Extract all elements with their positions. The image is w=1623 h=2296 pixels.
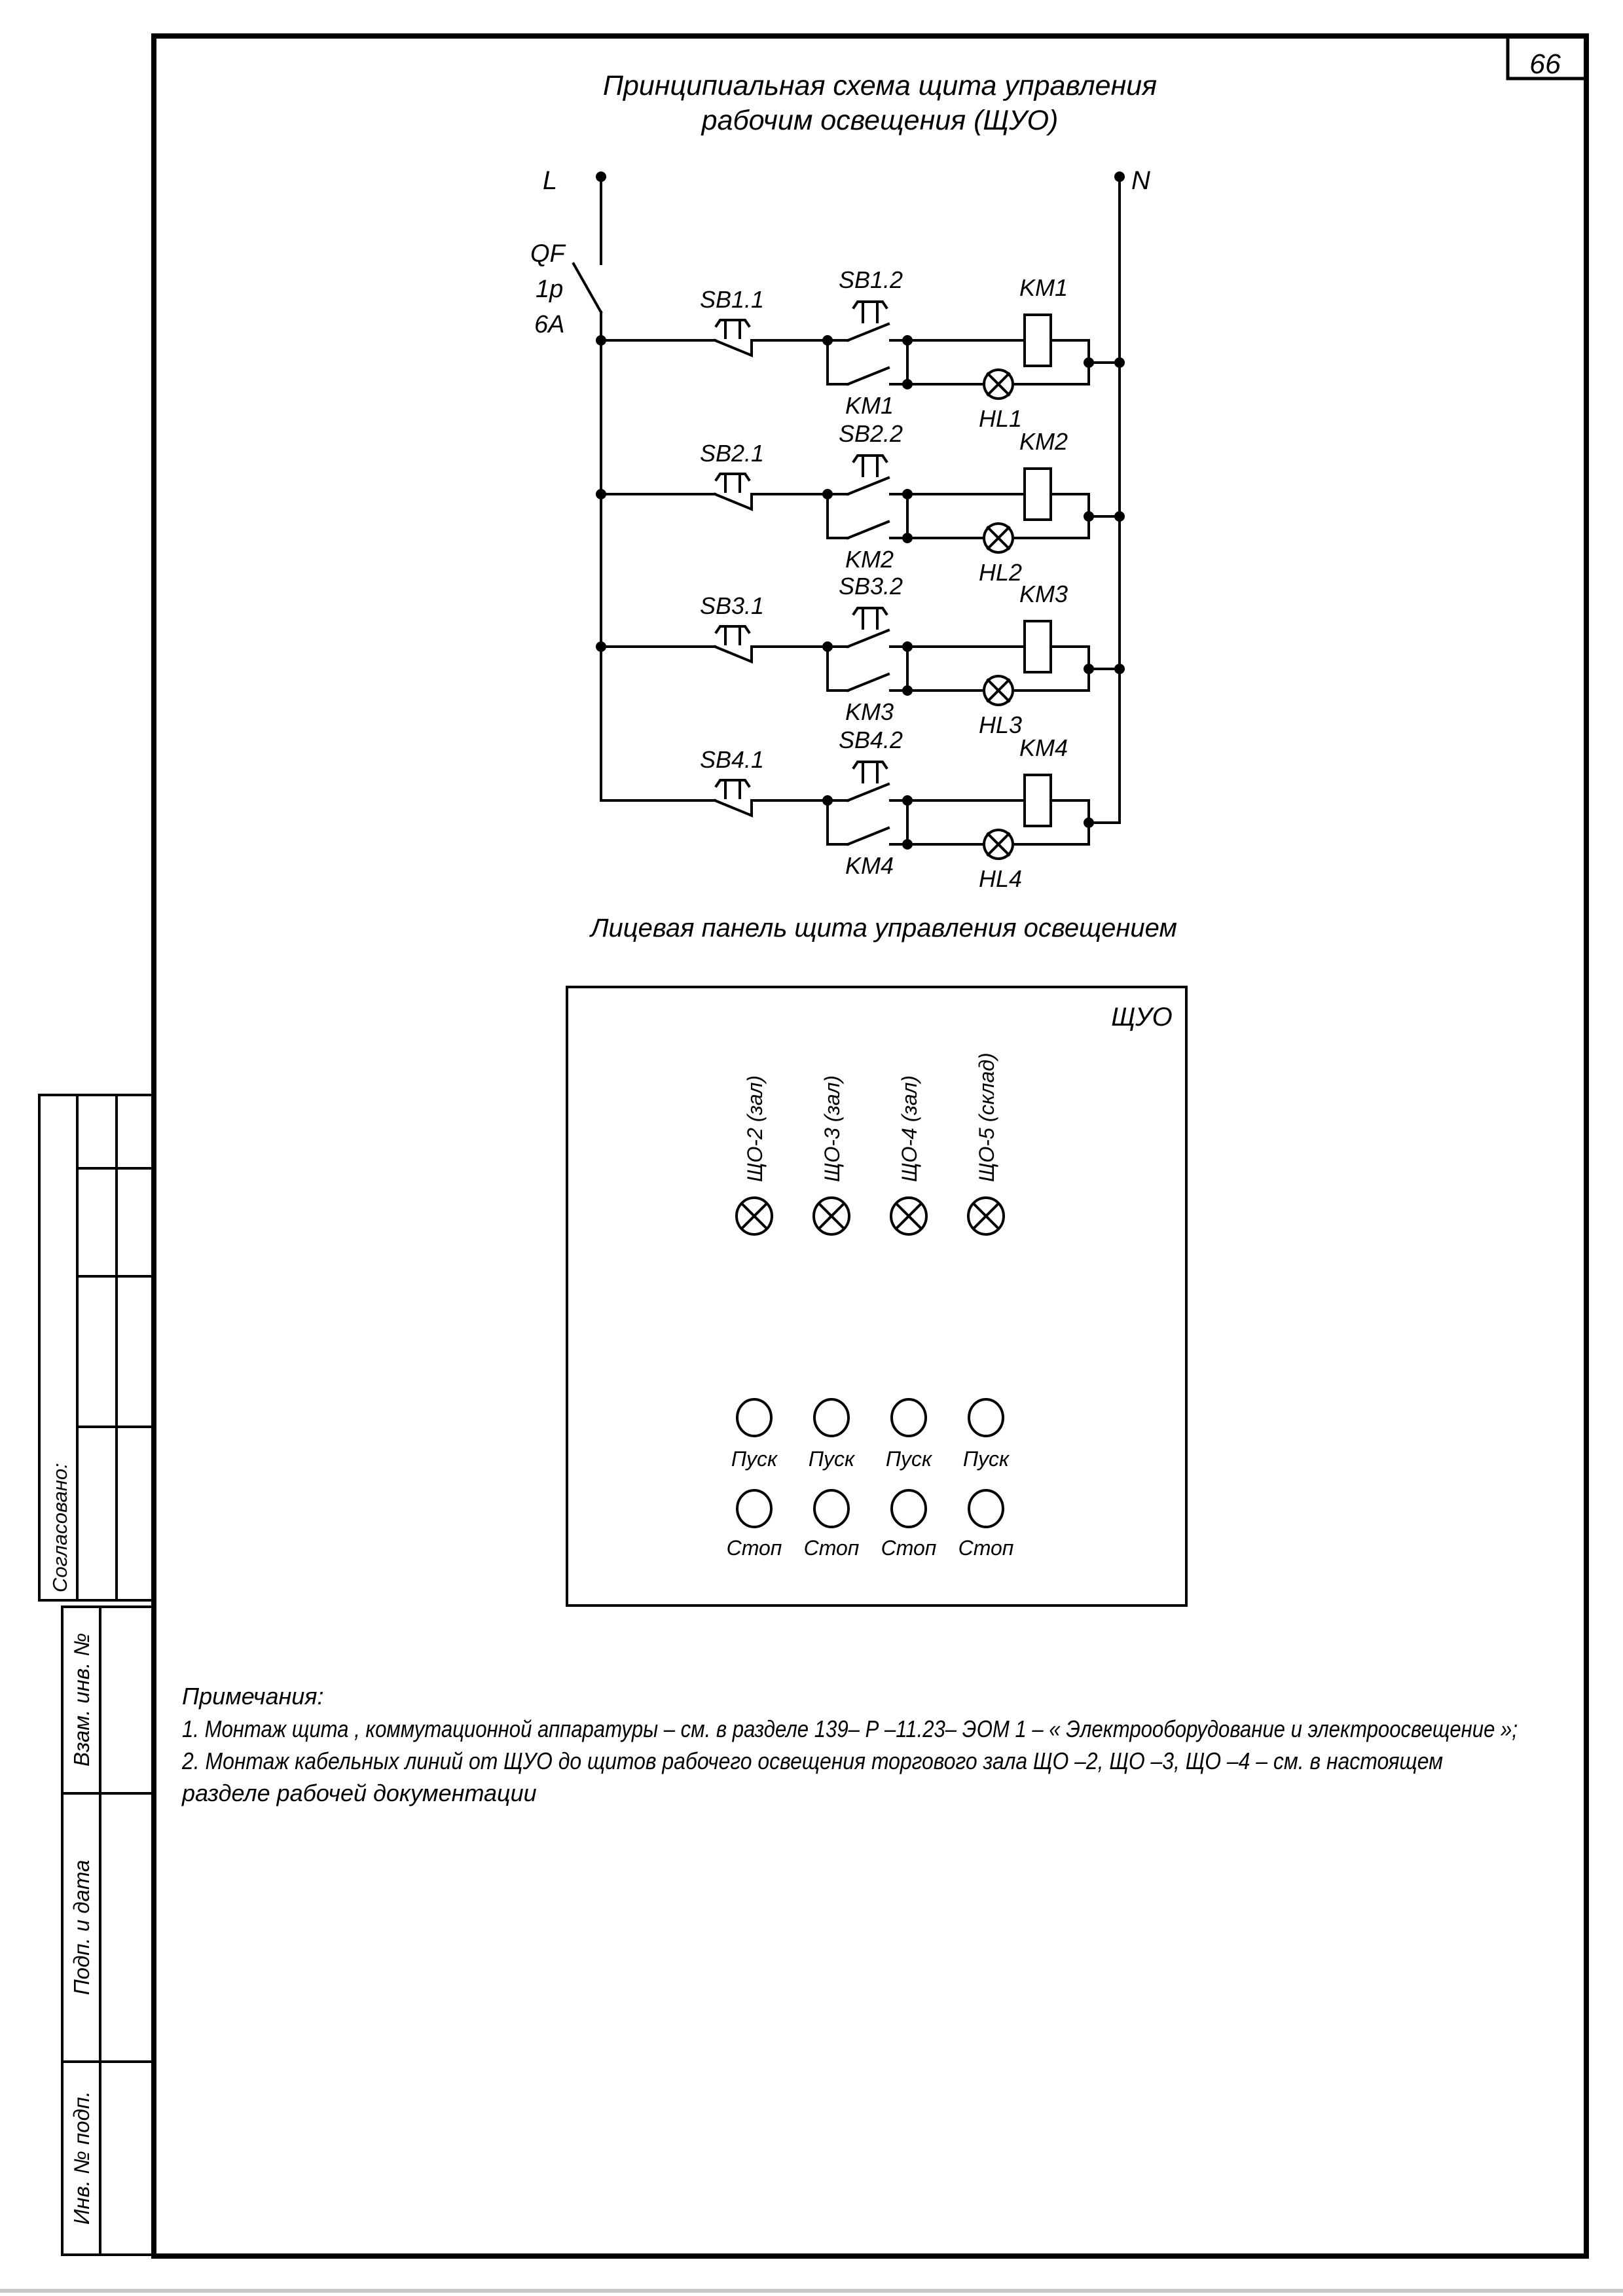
start-button-no-contact <box>848 324 888 340</box>
junction-dot <box>1084 511 1094 522</box>
stop-button-label: Стоп <box>803 1536 860 1560</box>
junction-dot <box>822 335 833 346</box>
phase-terminal-dot <box>596 171 606 182</box>
start-button-label: Пуск <box>731 1447 778 1471</box>
phase-label: L <box>542 166 558 195</box>
start-button-label: Пуск <box>885 1447 932 1471</box>
start-button-no-contact <box>848 784 888 800</box>
panel-channel-4 <box>958 1052 1014 1560</box>
panel-channel-3 <box>881 1075 937 1560</box>
front-panel <box>567 987 1186 1605</box>
junction-dot <box>902 685 913 696</box>
start-button-ref: SB2.2 <box>838 420 903 447</box>
start-button-icon <box>737 1399 771 1436</box>
agreed-label: Согласовано: <box>48 1463 71 1592</box>
neutral-terminal-dot <box>1114 171 1125 182</box>
inv-no-label: Инв. № подп. <box>69 2090 94 2225</box>
stop-button-nc-contact <box>715 647 752 662</box>
sign-date-label: Подп. и дата <box>69 1859 94 1996</box>
channel-lamp-label: ЩО-3 (зал) <box>820 1075 844 1182</box>
aux-contact-ref: KM2 <box>845 546 894 573</box>
lamp-cross-icon <box>974 1204 998 1229</box>
drawing-frame <box>154 36 1586 2256</box>
page-number: 66 <box>1529 48 1561 80</box>
lamp-cross-icon <box>988 374 1009 395</box>
junction-dot <box>1084 357 1094 368</box>
stop-button-ref: SB3.1 <box>699 592 765 619</box>
panel-caption: Лицевая панель щита управления освещением <box>591 914 1177 942</box>
lamp-cross-icon <box>988 528 1009 548</box>
stop-button-label: Стоп <box>881 1536 937 1560</box>
junction-dot <box>1084 664 1094 674</box>
phase-bus-with-breaker <box>574 177 601 800</box>
pushbutton-actuator-icon <box>854 608 886 628</box>
subst-inv-label: Взам. инв. № <box>69 1632 94 1767</box>
start-button-label: Пуск <box>808 1447 855 1471</box>
contactor-coil-symbol <box>1025 775 1051 826</box>
contactor-coil-symbol <box>1025 315 1051 366</box>
panel-channel-1 <box>727 1075 782 1560</box>
breaker-name: QF <box>530 240 565 268</box>
pushbutton-actuator-icon <box>716 474 749 492</box>
channel-lamp-label: ЩО-2 (зал) <box>743 1075 767 1182</box>
note-2: 2. Монтаж кабельных линий от ЩУО до щитов рабочего освещения торгового зала ЩО –2, ЩО –3, ЩО –4 – см. в настоящем <box>181 1748 1443 1774</box>
start-button-icon <box>814 1399 848 1436</box>
note-1: 1. Монтаж щита , коммутационной аппаратуры – см. в разделе 139– Р –11.23– ЭОМ 1 – « Электрооборудование и электроосвещение »; <box>182 1715 1518 1742</box>
start-button-icon <box>892 1399 926 1436</box>
pushbutton-actuator-icon <box>716 320 749 338</box>
junction-dot <box>902 839 913 850</box>
breaker-poles: 1p <box>536 276 564 303</box>
stop-button-ref: SB4.1 <box>699 746 765 773</box>
coil-ref: KM3 <box>1019 581 1068 607</box>
junction-dot <box>902 641 913 652</box>
lamp-cross-icon <box>742 1204 767 1229</box>
control-rung-3 <box>601 573 1120 738</box>
lamp-ref: HL2 <box>978 559 1023 586</box>
junction-dot <box>822 489 833 499</box>
stop-button-label: Стоп <box>958 1536 1014 1560</box>
lamp-cross-icon <box>819 1204 844 1229</box>
start-button-label: Пуск <box>962 1447 1010 1471</box>
control-rung-4 <box>601 726 1120 892</box>
panel-outline <box>567 987 1186 1605</box>
aux-contact-ref: KM1 <box>845 392 894 419</box>
junction-dot <box>902 533 913 543</box>
notes-block <box>181 1683 1518 1806</box>
channel-lamp-label: ЩО-5 (склад) <box>975 1052 998 1182</box>
control-rung-2 <box>601 420 1120 586</box>
notes-heading: Примечания: <box>182 1683 324 1710</box>
junction-dot <box>902 795 913 806</box>
control-rung-1 <box>601 266 1120 432</box>
pushbutton-actuator-icon <box>716 626 749 644</box>
lamp-cross-icon <box>896 1204 921 1229</box>
stop-button-icon <box>737 1490 771 1527</box>
breaker-rating: 6A <box>534 311 565 338</box>
stop-button-label: Стоп <box>726 1536 782 1560</box>
title-block-side-strips <box>39 1095 154 2255</box>
note-2-continuation: разделе рабочей документации <box>182 1780 537 1806</box>
lamp-cross-icon <box>988 680 1009 701</box>
lamp-ref: HL4 <box>978 865 1023 892</box>
lamp-ref: HL1 <box>978 405 1023 432</box>
coil-ref: KM4 <box>1019 734 1068 761</box>
panel-name: ЩУО <box>1111 1003 1173 1031</box>
contactor-aux-contact <box>848 674 888 691</box>
contactor-coil-symbol <box>1025 469 1051 520</box>
stop-button-ref: SB2.1 <box>699 440 765 467</box>
junction-dot <box>822 795 833 806</box>
junction-dot <box>822 641 833 652</box>
contactor-aux-contact <box>848 522 888 538</box>
contactor-aux-contact <box>848 368 888 384</box>
stop-button-nc-contact <box>715 494 752 509</box>
channel-lamp-label: ЩО-4 (зал) <box>898 1075 921 1182</box>
coil-ref: KM2 <box>1019 428 1068 455</box>
start-button-no-contact <box>848 478 888 494</box>
stop-button-icon <box>814 1490 848 1527</box>
start-button-ref: SB1.2 <box>838 266 903 293</box>
start-button-icon <box>969 1399 1003 1436</box>
lamp-ref: HL3 <box>978 711 1023 738</box>
coil-ref: KM1 <box>1019 274 1068 301</box>
pushbutton-actuator-icon <box>854 456 886 476</box>
stop-button-nc-contact <box>715 340 752 355</box>
page-bottom-scan-edge <box>0 2289 1623 2293</box>
schematic-title-line2: рабочим освещения (ЩУО) <box>701 105 1059 136</box>
aux-contact-ref: KM3 <box>845 698 894 725</box>
junction-dot <box>1084 817 1094 828</box>
start-button-no-contact <box>848 630 888 647</box>
panel-channel-2 <box>804 1075 860 1560</box>
neutral-label: N <box>1131 166 1150 195</box>
pushbutton-actuator-icon <box>854 302 886 322</box>
stop-button-icon <box>892 1490 926 1527</box>
stop-button-ref: SB1.1 <box>699 286 765 313</box>
start-button-ref: SB3.2 <box>838 573 903 600</box>
junction-dot <box>902 489 913 499</box>
lamp-cross-icon <box>988 834 1009 855</box>
stop-button-nc-contact <box>715 800 752 816</box>
contactor-aux-contact <box>848 828 888 844</box>
pushbutton-actuator-icon <box>854 762 886 782</box>
pushbutton-actuator-icon <box>716 780 749 798</box>
contactor-coil-symbol <box>1025 621 1051 672</box>
schematic-title-line1: Принципиальная схема щита управления <box>602 70 1158 101</box>
stop-button-icon <box>969 1490 1003 1527</box>
junction-dot <box>902 379 913 389</box>
junction-dot <box>902 335 913 346</box>
aux-contact-ref: KM4 <box>845 852 894 879</box>
start-button-ref: SB4.2 <box>838 726 903 753</box>
